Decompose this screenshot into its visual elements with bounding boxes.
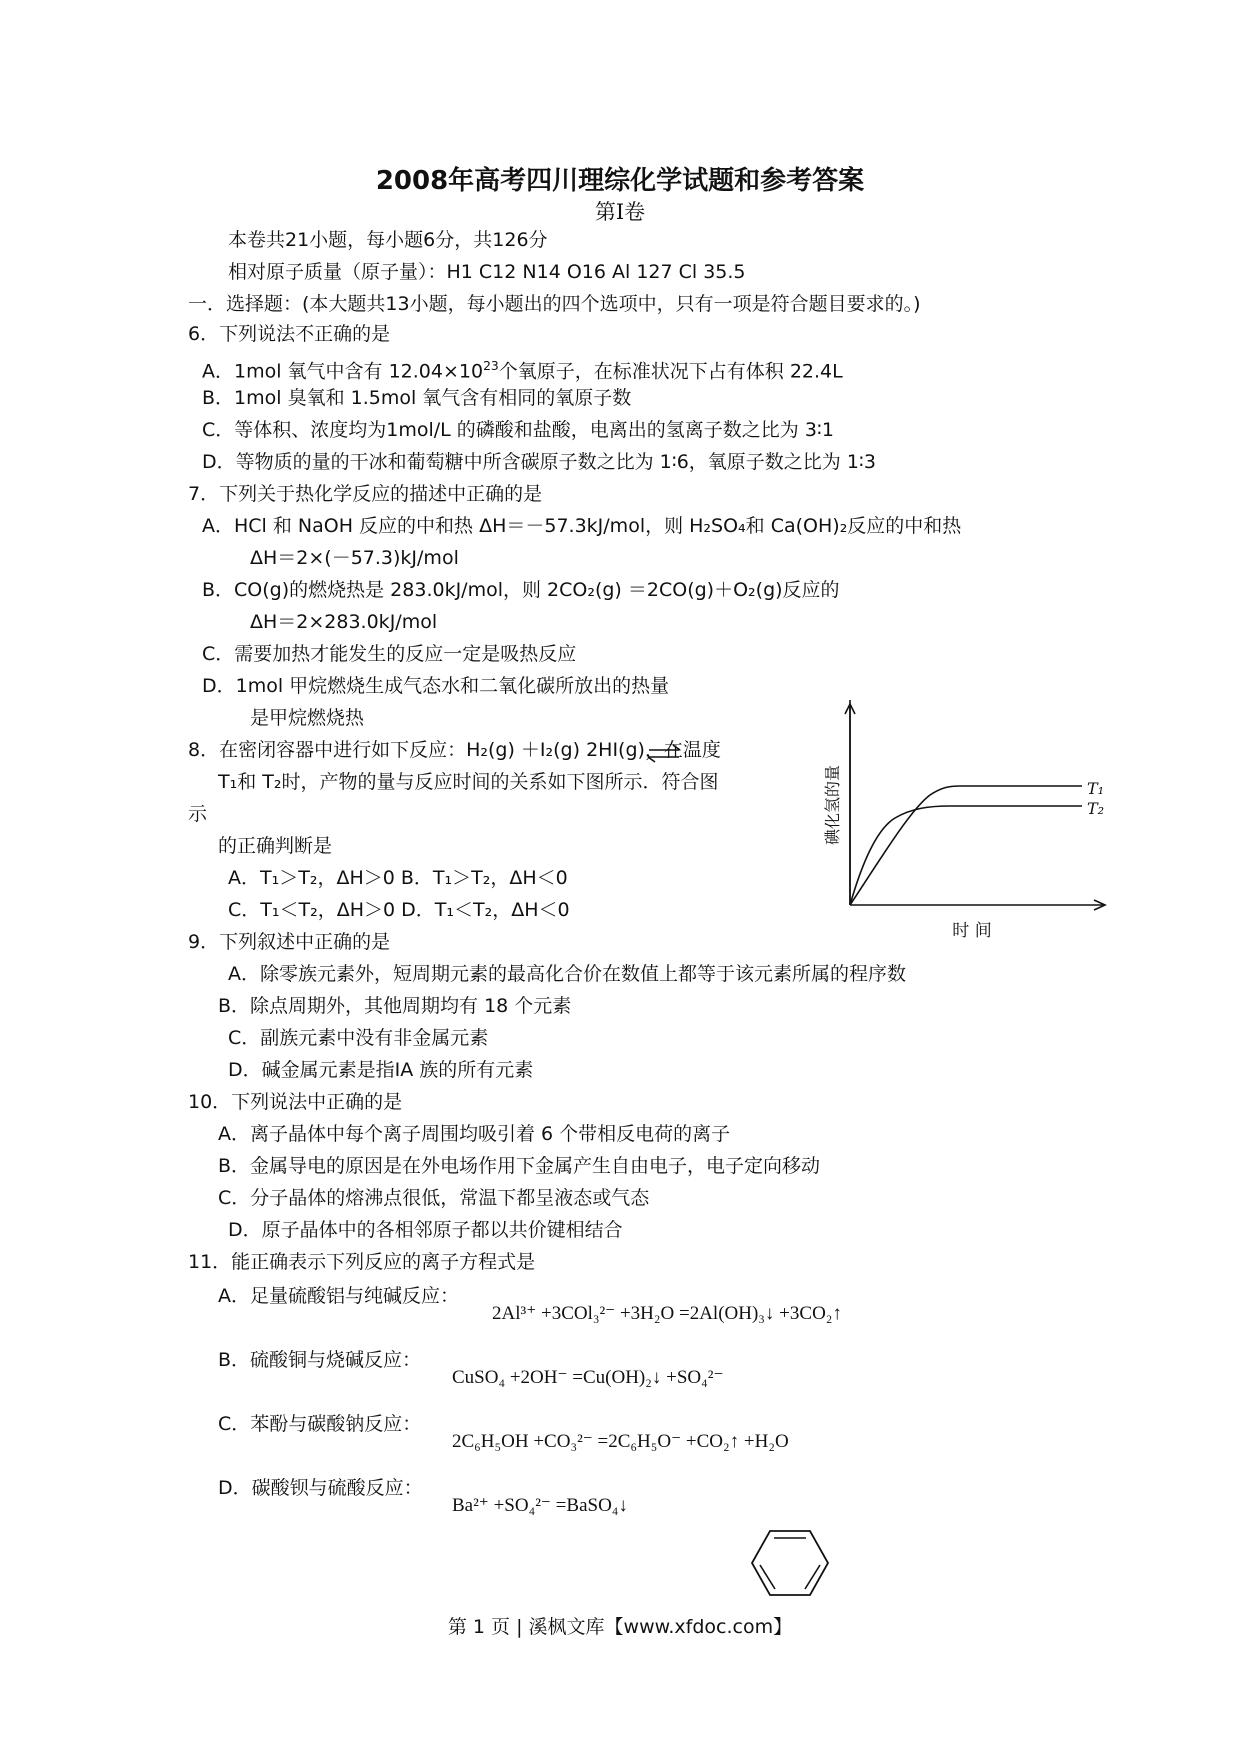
q9-option-b: B．除点周期外，其他周期均有 18 个元素 [218,995,572,1017]
q8-line-4: 的正确判断是 [218,835,333,857]
q8-line-2: T₁和 T₂时，产物的量与反应时间的关系如下图所示．符合图 [218,771,719,793]
y-axis-label: 碘化氢的量 [823,764,842,846]
q7-stem: 7．下列关于热化学反应的描述中正确的是 [188,483,543,505]
document-subtitle: 第Ⅰ卷 [594,200,646,224]
q6-option-b: B．1mol 臭氧和 1.5mol 氧气含有相同的氧原子数 [202,387,632,409]
q11-option-a-equation: 2Al³⁺ +3COl₃²⁻ +3H₂O =2Al(OH)₃↓ +3CO₂↑ [492,1303,842,1324]
q11-option-b-equation: CuSO₄ +2OH⁻ =Cu(OH)₂↓ +SO₄²⁻ [452,1367,724,1388]
q7-option-a-line1: A．HCl 和 NaOH 反应的中和热 ΔH＝－57.3kJ/mol，则 H₂SO₄和 Ca(OH)₂反应的中和热 [202,515,962,537]
q8-line-3: 示 [188,803,208,825]
q7-option-c: C．需要加热才能发生的反应一定是吸热反应 [202,643,577,665]
x-axis-label: 时 间 [952,921,992,941]
q9-stem: 9．下列叙述中正确的是 [188,931,391,953]
reversible-arrow-icon [645,744,685,764]
q11-option-b-label: B．硫酸铜与烧碱反应： [218,1349,422,1371]
hi-amount-vs-time-graph [820,700,1120,950]
q11-option-c-label: C．苯酚与碳酸钠反应： [218,1413,422,1435]
q8-options-cd: C．T₁＜T₂，ΔH＞0 D．T₁＜T₂，ΔH＜0 [228,899,570,921]
page-footer: 第 1 页 | 溪枫文库【www.xfdoc.com】 [447,1616,793,1638]
intro-line-2: 相对原子质量（原子量）：H1 C12 N14 O16 Al 127 Cl 35.5 [228,261,746,283]
q10-option-c: C．分子晶体的熔沸点很低，常温下都呈液态或气态 [218,1187,650,1209]
q10-option-d: D．原子晶体中的各相邻原子都以共价键相结合 [228,1219,623,1241]
q6-option-a-rest: 个氧原子，在标准状况下占有体积 22.4L [498,360,843,383]
q6-option-a-exponent: 23 [483,359,499,373]
q7-option-b-line2: ΔH＝2×283.0kJ/mol [250,611,438,633]
q7-option-b-line1: B．CO(g)的燃烧热是 283.0kJ/mol，则 2CO₂(g) ＝2CO(g)＋O₂(g)反应的 [202,579,840,601]
q11-option-d-equation: Ba²⁺ +SO₄²⁻ =BaSO₄↓ [452,1495,628,1516]
q7-option-a-line2: ΔH＝2×(－57.3)kJ/mol [250,547,459,569]
q8-options-ab: A．T₁＞T₂，ΔH＞0 B．T₁＞T₂，ΔH＜0 [228,867,568,889]
curve-t2-label: T₂ [1087,799,1105,818]
q11-stem: 11．能正确表示下列反应的离子方程式是 [188,1251,536,1273]
curve-t1-label: T₁ [1087,779,1105,798]
q10-option-a: A．离子晶体中每个离子周围均吸引着 6 个带相反电荷的离子 [218,1123,731,1145]
q9-option-d: D．碱金属元素是指ⅠA 族的所有元素 [228,1059,534,1081]
q11-option-d-label: D．碳酸钡与硫酸反应： [218,1477,423,1499]
q8-stem: 8．在密闭容器中进行如下反应：H₂(g) ＋I₂(g) 2HI(g)，在温度 [188,739,721,761]
q6-option-a [202,354,843,383]
q10-option-b: B．金属导电的原因是在外电场作用下金属产生自由电子，电子定向移动 [218,1155,821,1177]
q6-option-d: D．等物质的量的干冰和葡萄糖中所含碳原子数之比为 1∶6，氧原子数之比为 1∶3 [202,451,876,473]
q11-option-c-equation: 2C₆H₅OH +CO₃²⁻ =2C₆H₅O⁻ +CO₂↑ +H₂O [452,1431,789,1452]
q6-option-c: C．等体积、浓度均为1mol/L 的磷酸和盐酸，电离出的氢离子数之比为 3∶1 [202,419,834,441]
curve-t2 [850,806,1082,905]
q9-option-a: A．除零族元素外，短周期元素的最高化合价在数值上都等于该元素所属的程序数 [228,963,906,985]
section-heading: 一．选择题：(本大题共13小题，每小题出的四个选项中，只有一项是符合题目要求的。) [188,293,921,315]
q6-stem: 6．下列说法不正确的是 [188,323,391,345]
q7-option-d-line2: 是甲烷燃烧热 [250,707,365,729]
intro-line-1: 本卷共21小题，每小题6分，共126分 [228,229,548,251]
q6-option-a-text: A．1mol 氧气中含有 12.04×10 [202,360,484,383]
q7-option-d-line1: D．1mol 甲烷燃烧生成气态水和二氧化碳所放出的热量 [202,675,670,697]
q9-option-c: C．副族元素中没有非金属元素 [228,1027,489,1049]
q10-stem: 10．下列说法中正确的是 [188,1091,403,1113]
q11-option-a-label: A．足量硫酸铝与纯碱反应： [218,1285,459,1307]
benzene-ring-icon [750,1528,830,1598]
document-title: 2008年高考四川理综化学试题和参考答案 [375,166,865,196]
curve-t1 [850,786,1082,905]
